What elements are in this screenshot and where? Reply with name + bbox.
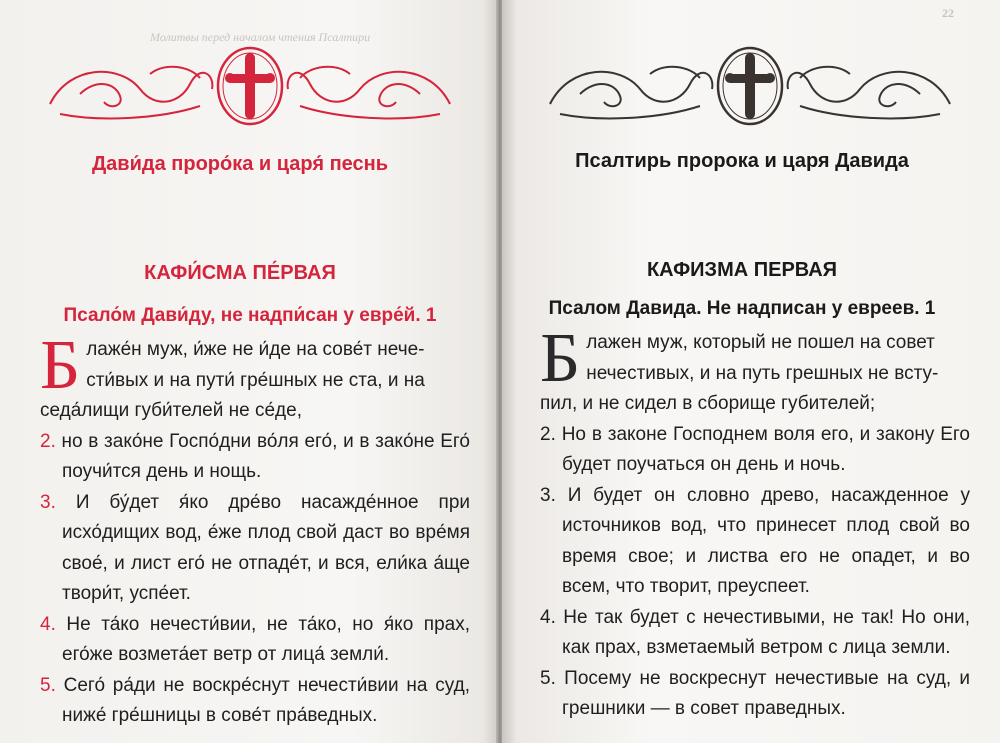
left-page: [0, 0, 498, 743]
right-page: [502, 0, 1000, 743]
right-verse-1: Блажен муж, который не пошел на совет нечестивых, и на путь грешных не всту- пил, и не сидел в сборище губителей;: [540, 320, 939, 414]
right-verse-4: 4. Не так будет с нечестивыми, не так! Но они, как прах, взметаемый ветром с лица земли.: [540, 606, 971, 658]
left-verse-1: Блаже́н муж, и́же не и́де на сове́т нече- сти́вых и на пути́ гре́шных не ста, и на седа́лищи губи́телей не се́де,: [40, 327, 425, 421]
left-verse-4: 4. Не та́ко нечести́вии, не та́ко, но я́ко прах, его́же возмета́ет ветр от лица́ земли́.: [40, 613, 471, 665]
left-verse-2: 2. но в зако́не Госпо́дни во́ля его́, и в зако́не Его́ поучи́тся день и нощь.: [40, 430, 470, 482]
left-verse-3: 3. И бу́дет я́ко дре́во насажде́нное при исхо́дищих вод, е́же плод свой даст во вре́мя свое́, и лист его́ не отпаде́т, и вся, ели́ка а́ще твори́т, успе́ет.: [40, 491, 470, 604]
right-verse-2: 2. Но в законе Господнем воля его, и закону Его будет поучаться он день и ночь.: [540, 423, 970, 475]
left-page-title: Дави́да проро́ка и царя́ песнь: [91, 153, 389, 175]
right-verse-5: 5. Посему не воскреснут нечестивые на суд, и грешники — в совет праведных.: [540, 667, 971, 719]
right-page-number: 22: [942, 6, 954, 20]
right-kathisma-heading: КАФИЗМА ПЕРВАЯ: [646, 259, 838, 281]
left-running-head: Молитвы перед началом чтения Псалтири: [150, 30, 371, 44]
left-verse-5: 5. Сего́ ра́ди не воскре́снут нечести́вии на суд, ниже́ гре́шницы в сове́т пра́ведных.: [40, 674, 470, 726]
left-psalm-text: [40, 327, 471, 732]
right-dropcap: Б: [540, 320, 581, 397]
left-ornament-headpiece: [40, 44, 460, 128]
right-ornament-headpiece: [540, 44, 960, 128]
left-kathisma-heading: КАФИ́СМА ПЕ́РВАЯ: [144, 262, 336, 284]
right-psalm-text: [540, 320, 971, 725]
right-psalm-heading: Псалом Давида. Не надписан у евреев. 1: [548, 298, 936, 319]
right-verse-3: 3. И будет он словно древо, насажденное у источников вод, что принесет плод свой во время свое; и листва его не опадет, и во всем, что творит, преуспеет.: [540, 484, 970, 597]
right-page-title: Псалтирь пророка и царя Давида: [575, 150, 909, 172]
left-dropcap: Б: [40, 327, 81, 404]
left-psalm-heading: Псало́м Дави́ду, не надпи́сан у евре́й. 1: [63, 305, 437, 326]
